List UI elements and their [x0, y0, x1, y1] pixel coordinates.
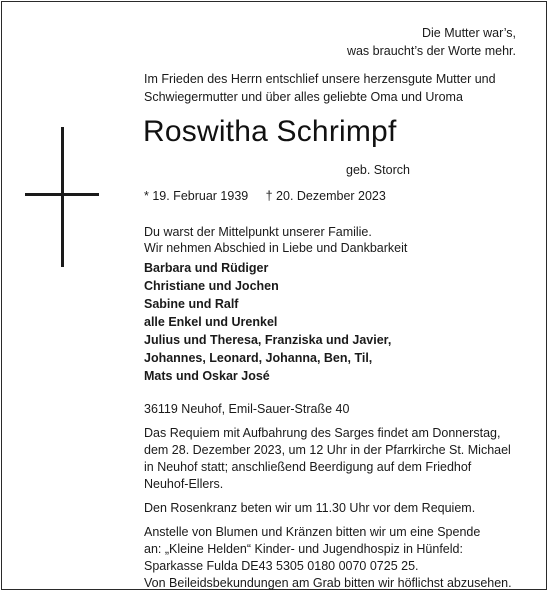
requiem-line: Neuhof-Ellers.	[144, 477, 224, 491]
intro-text	[144, 70, 522, 106]
donation-line: an: „Kleine Helden“ Kinder- und Jugendhospiz in Hünfeld:	[144, 542, 463, 556]
closing-note: Von Beileidsbekundungen am Grab bitten wir höflichst abzusehen.	[144, 576, 512, 590]
donation-info	[144, 524, 522, 575]
mourners-list	[144, 259, 391, 385]
requiem-line: dem 28. Dezember 2023, um 12 Uhr in der Pfarrkirche St. Michael	[144, 443, 511, 457]
quote-line: Die Mutter war’s,	[421, 26, 516, 40]
message-line: Wir nehmen Abschied in Liebe und Dankbarkeit	[144, 241, 408, 255]
donation-line: Anstelle von Blumen und Kränzen bitten wir um eine Spende	[144, 525, 481, 539]
life-dates	[144, 188, 386, 204]
intro-line: Im Frieden des Herrn entschlief unsere herzensgute Mutter und	[144, 72, 496, 86]
quote	[347, 24, 516, 60]
address: 36119 Neuhof, Emil-Sauer-Straße 40	[144, 402, 350, 416]
mourner: Johannes, Leonard, Johanna, Ben, Til,	[144, 351, 373, 365]
farewell-message	[144, 224, 407, 256]
cross-icon-bar	[25, 193, 99, 196]
mourner: Mats und Oskar José	[144, 369, 270, 383]
requiem-line: Das Requiem mit Aufbahrung des Sarges findet am Donnerstag,	[144, 426, 501, 440]
mourner: alle Enkel und Urenkel	[144, 315, 278, 329]
message-line: Du warst der Mittelpunkt unserer Familie.	[144, 225, 372, 239]
mourner: Barbara und Rüdiger	[144, 261, 269, 275]
death-date: † 20. Dezember 2023	[265, 189, 386, 203]
requiem-line: in Neuhof statt; anschließend Beerdigung auf dem Friedhof	[144, 460, 472, 474]
cross-icon	[61, 127, 64, 267]
deceased-name: Roswitha Schrimpf	[143, 115, 397, 148]
mourner: Sabine und Ralf	[144, 297, 239, 311]
requiem-info	[144, 425, 522, 493]
obituary-card	[1, 1, 547, 590]
born-name: geb. Storch	[346, 163, 410, 177]
birth-date: * 19. Februar 1939	[144, 189, 249, 203]
mourner: Christiane und Jochen	[144, 279, 279, 293]
intro-line: Schwiegermutter und über alles geliebte Oma und Uroma	[144, 90, 463, 104]
rosary-info: Den Rosenkranz beten wir um 11.30 Uhr vor dem Requiem.	[144, 501, 476, 515]
quote-line: was braucht’s der Worte mehr.	[346, 44, 516, 58]
mourner: Julius und Theresa, Franziska und Javier,	[144, 333, 392, 347]
donation-line: Sparkasse Fulda DE43 5305 0180 0070 0725 25.	[144, 559, 419, 573]
details-block	[144, 401, 522, 592]
